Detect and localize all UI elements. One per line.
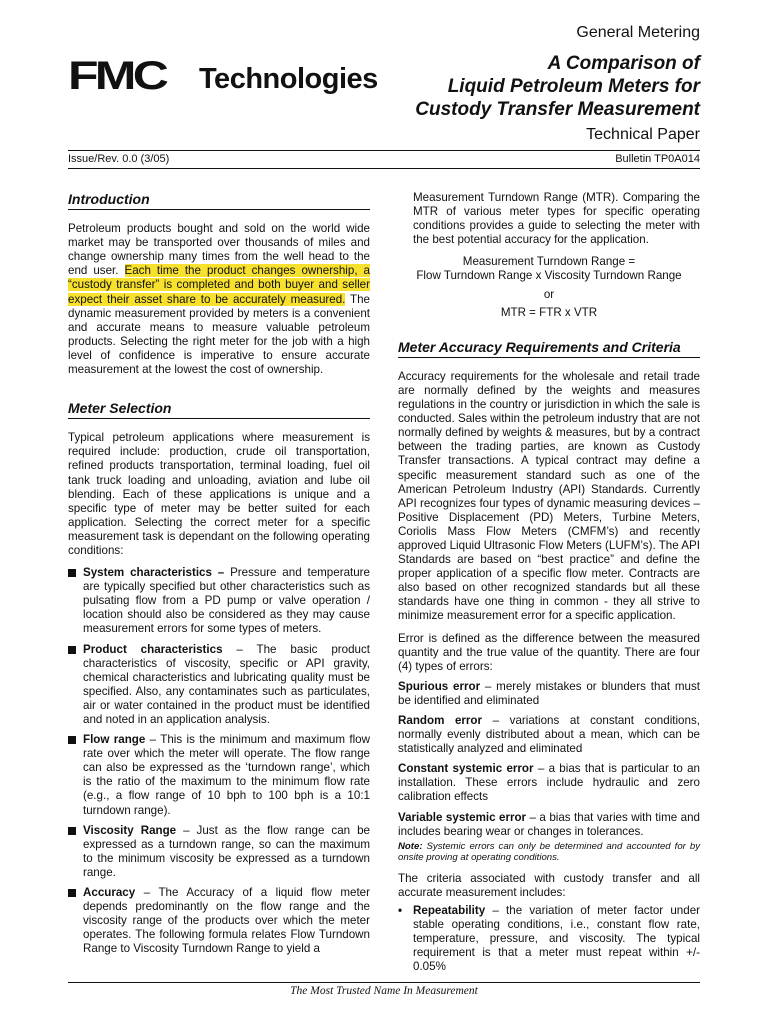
error-text: – merely mistakes or blunders that must be identified and eliminated [398, 679, 700, 707]
bullet-square-icon [68, 646, 76, 654]
error-term: Variable systemic error [398, 810, 527, 824]
bullet-term: Viscosity Range [83, 823, 177, 837]
highlighted-text: Each time the product changes ownership, a “custody transfer” is completed and both buyer and seller expect their asset share to be accurately measured. [68, 264, 371, 306]
formula-or: or [543, 287, 555, 301]
list-item [398, 904, 700, 974]
title-line: Custody Transfer Measurement [415, 99, 700, 120]
header-rule [68, 168, 700, 169]
formula-line: MTR = FTR x VTR [500, 305, 598, 319]
bullet-term: System characteristics – [83, 566, 225, 580]
bullet-text: – The Accuracy of a liquid flow meter depends predominantly on the flow range and the viscosity range of the products over which the meter operates. The following formula relates Flow Turndown Range to Viscosity Turndown Range to yield a [83, 886, 370, 956]
bullet-text: Pressure and temperature are typically specified but other characteristics such as pulsating flow from a PD pump or valve operation / location should also be considered as they may cause measurement errors for some types of meters. [83, 566, 370, 636]
mtr-paragraph: Measurement Turndown Range (MTR). Comparing the MTR of various meter types for specific operating conditions provides a guide to selecting the meter with the best potential accuracy for the application. [413, 191, 700, 247]
footer-rule [68, 982, 700, 983]
bullet-text: – This is the minimum and maximum flow rate over which the meter will operate. The flow range can also be expressed as the ‘turndown range’, which is the ratio of the maximum to the minimum flow rate (e.g., a flow range of 10 bph to 100 bph is a 10:1 turndown range). [83, 733, 370, 817]
bullet-square-icon [68, 889, 76, 897]
list-item [68, 643, 370, 728]
bullet-dot-icon: • [398, 903, 403, 917]
bullet-text: – The basic product characteristics of viscosity, specific or API gravity, chemical characteristics and lubricating quality must be specified. Also, any contaminates such as particulates, air or water contained in the product must be identified and noted in an application analysis. [83, 642, 370, 726]
note [398, 841, 700, 864]
bullet-term: Accuracy [83, 886, 136, 900]
bullet-text: – Just as the flow range can be expressed as a turndown range, so can the maximum to the minimum viscosity be expressed as a turndown range. [83, 823, 370, 879]
note-label: Note: [398, 840, 423, 852]
error-text: – variations at constant conditions, normally evenly distributed about a mean, which can be statistically analyzed and eliminated [398, 714, 700, 756]
error-term: Random error [398, 714, 483, 727]
error-item [398, 811, 700, 839]
formula-line: Measurement Turndown Range = [462, 255, 636, 269]
section-heading-accuracy: Meter Accuracy Requirements and Criteria [398, 340, 700, 358]
bullet-term: Flow range [83, 733, 146, 747]
header-rule [68, 150, 700, 151]
criteria-term: Repeatability [413, 903, 486, 917]
right-column [398, 191, 700, 974]
document-type: Technical Paper [586, 126, 700, 143]
criteria-paragraph: The criteria associated with custody transfer and all accurate measurement includes: [398, 871, 700, 899]
formula-line: Flow Turndown Range x Viscosity Turndown Range [416, 269, 682, 283]
intro-text: The dynamic measurement provided by meters is a convenient and accurate means to measure valuable petroleum products. Selecting the right meter for the job with a high level of confidence is imperative to ensure accurate measurement at the lowest the cost of ownership. [68, 292, 371, 377]
error-term: Spurious error [398, 679, 481, 693]
left-column [68, 192, 370, 957]
list-item [68, 733, 370, 818]
error-item [398, 714, 700, 756]
bullet-square-icon [68, 827, 76, 835]
bullet-square-icon [68, 736, 76, 744]
accuracy-paragraph: Accuracy requirements for the wholesale and retail trade are normally defined by the weights and measures regulations in the country or jurisdiction in which the sale is conducted. Sales within the petroleum industry that are not normally defined by weights & measures, but by a contract between the trading parties, are known as Custody Transfer transactions. A typical contract may define a specific measurement standard such as one of the American Petroleum Industry (API) Standards. Currently API recognizes four types of dynamic measuring devices – Positive Displacement (PD) Meters, Turbine Meters, Coriolis Mass Flow Meters (CMFM’s) and recently approved Liquid Ultrasonic Flow Meters (LUFM’s). The API Standards are based on “best practice” and define the proper application of a specific flow meter. Contracts are also based on other recognized standards but all these standards have one thing in common - they all strive to minimize measurement error for a specific application. [398, 369, 700, 623]
footer-tagline: The Most Trusted Name In Measurement [290, 985, 478, 997]
list-item [68, 824, 370, 880]
list-item [68, 886, 370, 956]
error-text: – a bias that is particular to an installation. These errors include hydraulic and zero calibration effects [398, 762, 700, 804]
error-paragraph: Error is defined as the difference between the measured quantity and the true value of the quantity. There are four (4) types of errors: [398, 631, 700, 673]
criteria-text: – the variation of meter factor under stable operating conditions, i.e., constant flow rate, temperature, pressure, and viscosity. The typical requirement is that a meter must repeat within +/- 0.05% [413, 903, 700, 974]
logo-mark: FMC [68, 54, 166, 98]
title-line: A Comparison of [547, 53, 700, 74]
error-item [398, 680, 700, 708]
logo-text: Technologies [199, 63, 378, 95]
error-text: – a bias that varies with time and includes bearing wear or changes in tolerances. [398, 810, 700, 838]
error-term: Constant systemic error [398, 762, 534, 776]
list-item [68, 566, 370, 636]
meter-selection-paragraph: Typical petroleum applications where measurement is required include: production, crude oil transportation, refined products transportation, terminal loading, fuel oil tank truck loading and unloading, aviation and lube oil blending. Each of these applications is unique and a specific type of meter may be better suited for each application. Selecting the correct meter for a specific measurement task is dependant on the following operating conditions: [68, 431, 370, 557]
section-heading-introduction: Introduction [68, 192, 370, 210]
section-heading-meter-selection: Meter Selection [68, 401, 370, 419]
bullet-square-icon [68, 569, 76, 577]
intro-text: Petroleum products bought and sold on the world wide market may be transported over thousands of miles and change ownership many times from the well head to the end user. [68, 222, 370, 278]
document-category: General Metering [576, 24, 700, 41]
bulletin-number: Bulletin TP0A014 [615, 153, 700, 165]
intro-paragraph [68, 222, 370, 377]
issue-revision: Issue/Rev. 0.0 (3/05) [68, 153, 170, 165]
document-title [320, 52, 700, 121]
error-item [398, 762, 700, 804]
bullet-term: Product characteristics [83, 642, 223, 656]
title-line: Liquid Petroleum Meters for [447, 76, 700, 97]
note-text: Systemic errors can only be determined and accounted for by onsite proving at operating conditions. [398, 840, 700, 864]
